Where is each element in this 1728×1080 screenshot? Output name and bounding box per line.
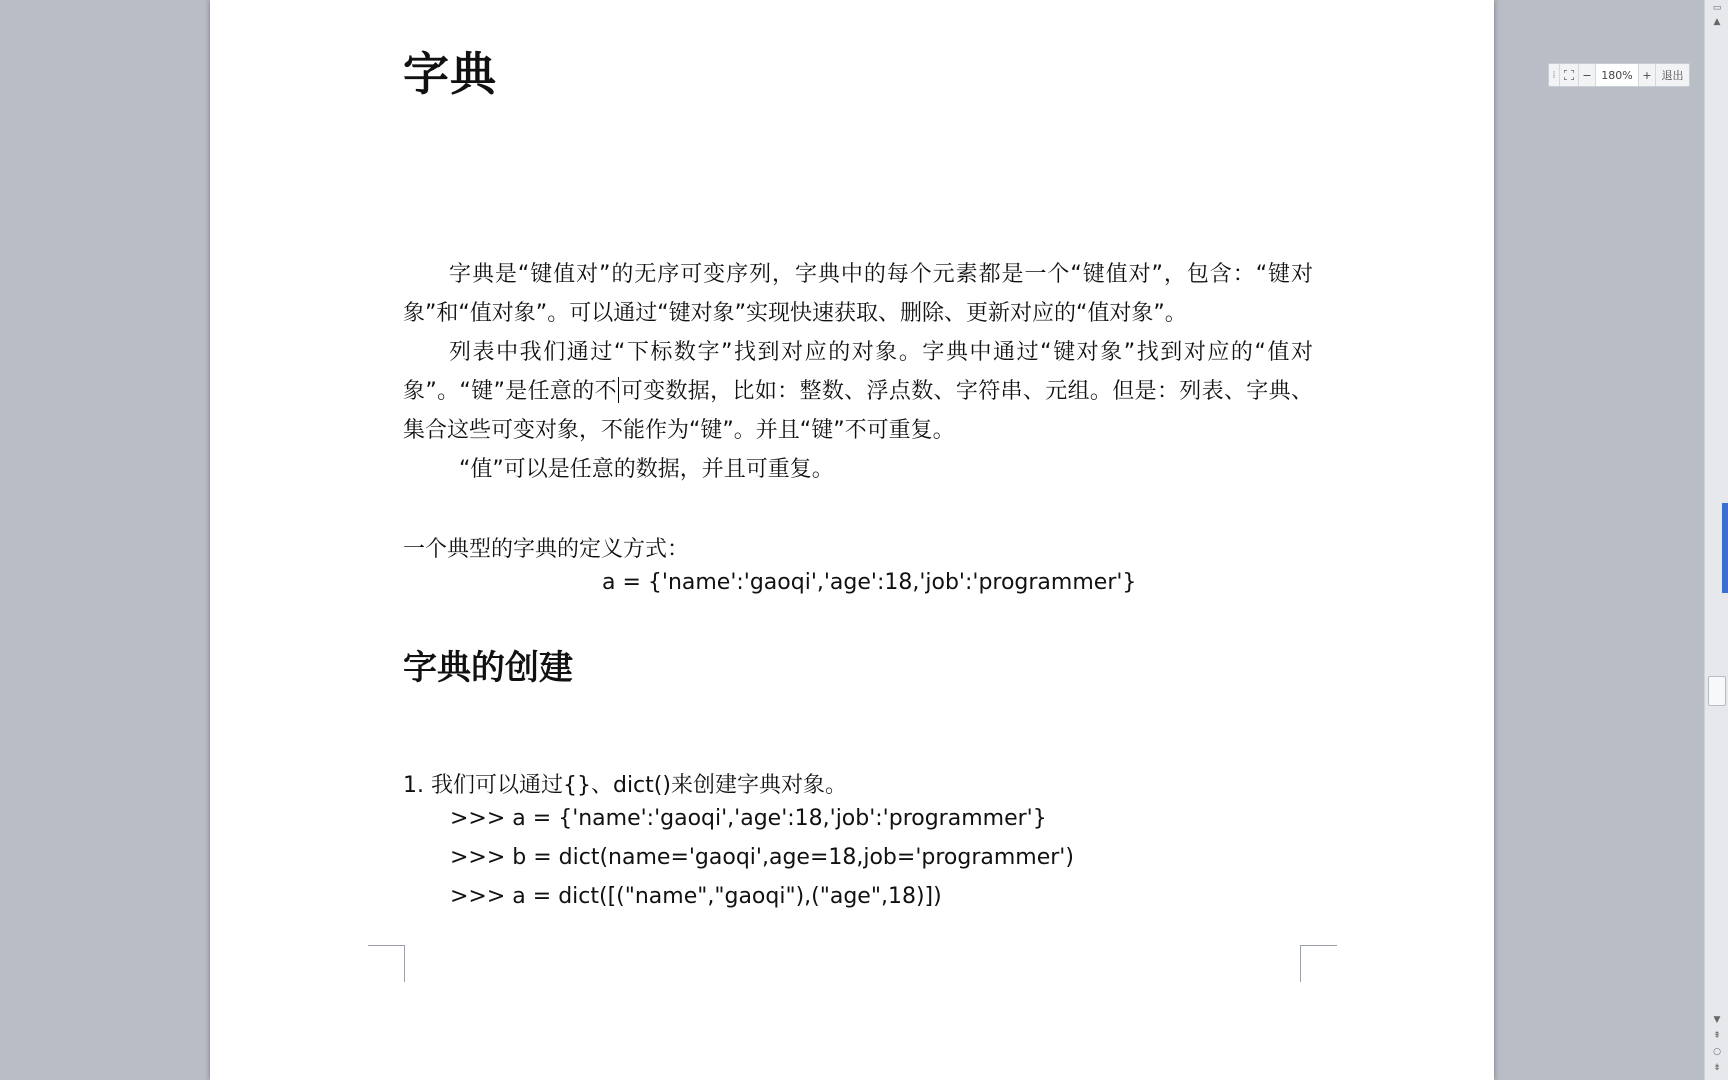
zoom-in-button[interactable]: +: [1639, 64, 1656, 86]
fit-page-icon[interactable]: [1559, 64, 1578, 86]
next-page-icon[interactable]: ⇟: [1713, 1063, 1721, 1073]
scroll-down-icon[interactable]: ▼: [1713, 1015, 1721, 1025]
grip-icon[interactable]: ⁞: [1552, 69, 1556, 81]
margin-corner-left: [368, 945, 405, 982]
paragraph-values: “值”可以是任意的数据，并且可重复。: [459, 457, 834, 482]
scroll-top-icon[interactable]: ▭: [1712, 3, 1722, 13]
select-browse-object-icon[interactable]: ○: [1713, 1047, 1721, 1057]
margin-corner-right: [1300, 945, 1337, 982]
heading-dictionary: 字典: [403, 47, 497, 101]
exit-button[interactable]: 退出: [1661, 69, 1684, 82]
definition-code: a = {'name':'gaoqi','age':18,'job':'programmer'}: [602, 570, 1137, 595]
scroll-up-icon[interactable]: ▲: [1713, 17, 1721, 27]
paragraph-keys-text-before: 列表中我们通过“下标数字”找到对应的对象。字典中通过“键对象”找到对应的“值对象”。“键”是任意的不: [403, 340, 1313, 404]
heading-dictionary-creation: 字典的创建: [403, 648, 573, 688]
zoom-out-button[interactable]: −: [1578, 64, 1595, 86]
previous-page-icon[interactable]: ⇞: [1713, 1031, 1721, 1041]
document-page[interactable]: [210, 0, 1494, 1080]
code-line-2: >>> b = dict(name='gaoqi',age=18,job='programmer'): [450, 845, 1074, 870]
definition-label: 一个典型的字典的定义方式：: [403, 537, 690, 562]
zoom-toolbar: [1548, 63, 1690, 87]
code-line-3: >>> a = dict([("name","gaoqi"),("age",18)]): [450, 884, 942, 909]
paragraph-keys: [403, 333, 1313, 450]
paragraph-definition: 字典是“键值对”的无序可变序列，字典中的每个元素都是一个“键值对”，包含：“键对象”和“值对象”。可以通过“键对象”实现快速获取、删除、更新对应的“值对象”。: [403, 262, 1313, 326]
zoom-level[interactable]: 180%: [1595, 64, 1639, 86]
scrollbar-thumb[interactable]: [1708, 676, 1726, 706]
list-item: 1. 我们可以通过{}、dict()来创建字典对象。: [403, 773, 847, 798]
code-line-1: >>> a = {'name':'gaoqi','age':18,'job':'programmer'}: [450, 806, 1047, 831]
side-panel-tab[interactable]: [1722, 503, 1728, 593]
paragraph-keys-text-after: 可变数据，比如：整数、浮点数、字符串、元组。但是：列表、字典、集合这些可变对象，不能作为“键”。并且“键”不可重复。: [403, 379, 1313, 443]
